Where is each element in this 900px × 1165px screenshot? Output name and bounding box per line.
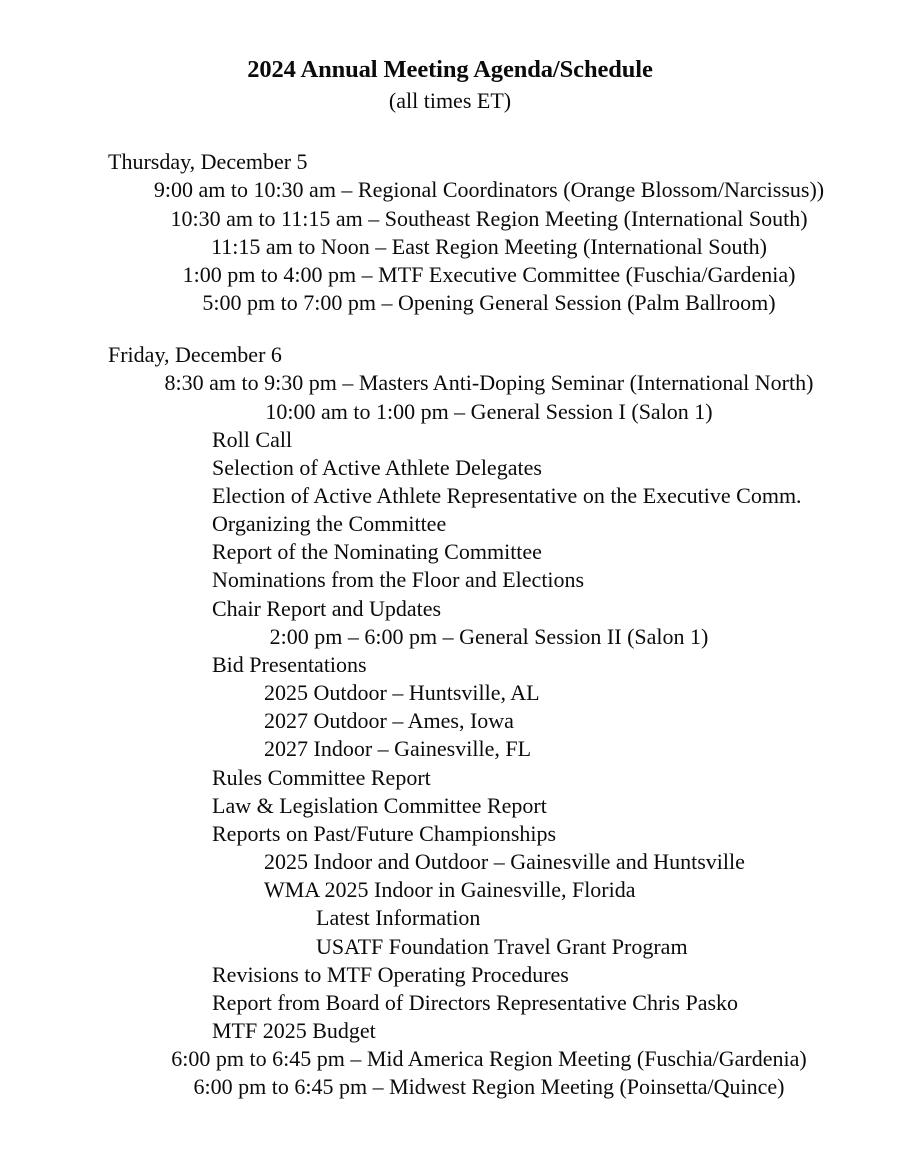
agenda-sub-item: Organizing the Committee bbox=[212, 511, 447, 537]
agenda-sub-item: Report of the Nominating Committee bbox=[212, 539, 542, 565]
slot-group bbox=[0, 1045, 900, 1101]
slot-group bbox=[0, 369, 900, 425]
slot-group bbox=[0, 623, 900, 651]
agenda-sub-item: Election of Active Athlete Representative on the Executive Comm. bbox=[212, 483, 802, 509]
agenda-sub-item: Reports on Past/Future Championships bbox=[212, 820, 557, 846]
agenda-sub-item: Rules Committee Report bbox=[212, 764, 431, 790]
agenda-sub-item: Chair Report and Updates bbox=[212, 595, 442, 621]
agenda-sub-item: 2025 Outdoor – Huntsville, AL bbox=[264, 680, 540, 706]
agenda-sub-item: Bid Presentations bbox=[212, 651, 367, 677]
schedule-slot: 1:00 pm to 4:00 pm – MTF Executive Committee (Fuschia/Gardenia) bbox=[182, 261, 796, 287]
agenda-sub-item: Report from Board of Directors Representative Chris Pasko bbox=[212, 989, 739, 1015]
schedule-slot: 2:00 pm – 6:00 pm – General Session II (Salon 1) bbox=[269, 623, 709, 649]
slot-group bbox=[0, 176, 900, 317]
agenda-sub-item: MTF 2025 Budget bbox=[212, 1017, 376, 1043]
agenda-body bbox=[0, 148, 900, 1101]
agenda-sub-item: Roll Call bbox=[212, 426, 293, 452]
agenda-sub-item: WMA 2025 Indoor in Gainesville, Florida bbox=[264, 877, 636, 903]
agenda-sub-item: Selection of Active Athlete Delegates bbox=[212, 454, 542, 480]
agenda-sub-item: Revisions to MTF Operating Procedures bbox=[212, 961, 569, 987]
agenda-sub-item: Law & Legislation Committee Report bbox=[212, 792, 547, 818]
schedule-slot: 10:30 am to 11:15 am – Southeast Region Meeting (International South) bbox=[170, 205, 808, 231]
schedule-slot: 9:00 am to 10:30 am – Regional Coordinators (Orange Blossom/Narcissus)) bbox=[153, 177, 825, 203]
day-section-thursday bbox=[0, 148, 900, 317]
day-header: Friday, December 6 bbox=[108, 342, 282, 368]
agenda-sub-item: Nominations from the Floor and Elections bbox=[212, 567, 585, 593]
general-session-one-items bbox=[0, 426, 900, 623]
schedule-slot: 10:00 am to 1:00 pm – General Session I (Salon 1) bbox=[265, 398, 713, 424]
agenda-sub-item: 2027 Indoor – Gainesville, FL bbox=[264, 736, 532, 762]
agenda-sub-item: USATF Foundation Travel Grant Program bbox=[316, 933, 688, 959]
agenda-sub-item: 2027 Outdoor – Ames, Iowa bbox=[264, 708, 514, 734]
schedule-slot: 8:30 am to 9:30 pm – Masters Anti-Doping Seminar (International North) bbox=[164, 370, 814, 396]
day-section-friday bbox=[0, 341, 900, 1101]
agenda-sub-item: 2025 Indoor and Outdoor – Gainesville and Huntsville bbox=[264, 849, 745, 875]
page-subtitle: (all times ET) bbox=[388, 87, 512, 113]
page-title: 2024 Annual Meeting Agenda/Schedule bbox=[247, 56, 653, 83]
schedule-slot: 5:00 pm to 7:00 pm – Opening General Session (Palm Ballroom) bbox=[202, 290, 776, 316]
general-session-two-items bbox=[0, 651, 900, 1045]
title-block bbox=[0, 0, 900, 114]
schedule-slot: 11:15 am to Noon – East Region Meeting (International South) bbox=[211, 233, 767, 259]
agenda-sub-item: Latest Information bbox=[316, 905, 481, 931]
day-header: Thursday, December 5 bbox=[108, 149, 308, 175]
schedule-slot: 6:00 pm to 6:45 pm – Mid America Region Meeting (Fuschia/Gardenia) bbox=[171, 1046, 807, 1072]
schedule-slot: 6:00 pm to 6:45 pm – Midwest Region Meeting (Poinsetta/Quince) bbox=[193, 1074, 785, 1100]
